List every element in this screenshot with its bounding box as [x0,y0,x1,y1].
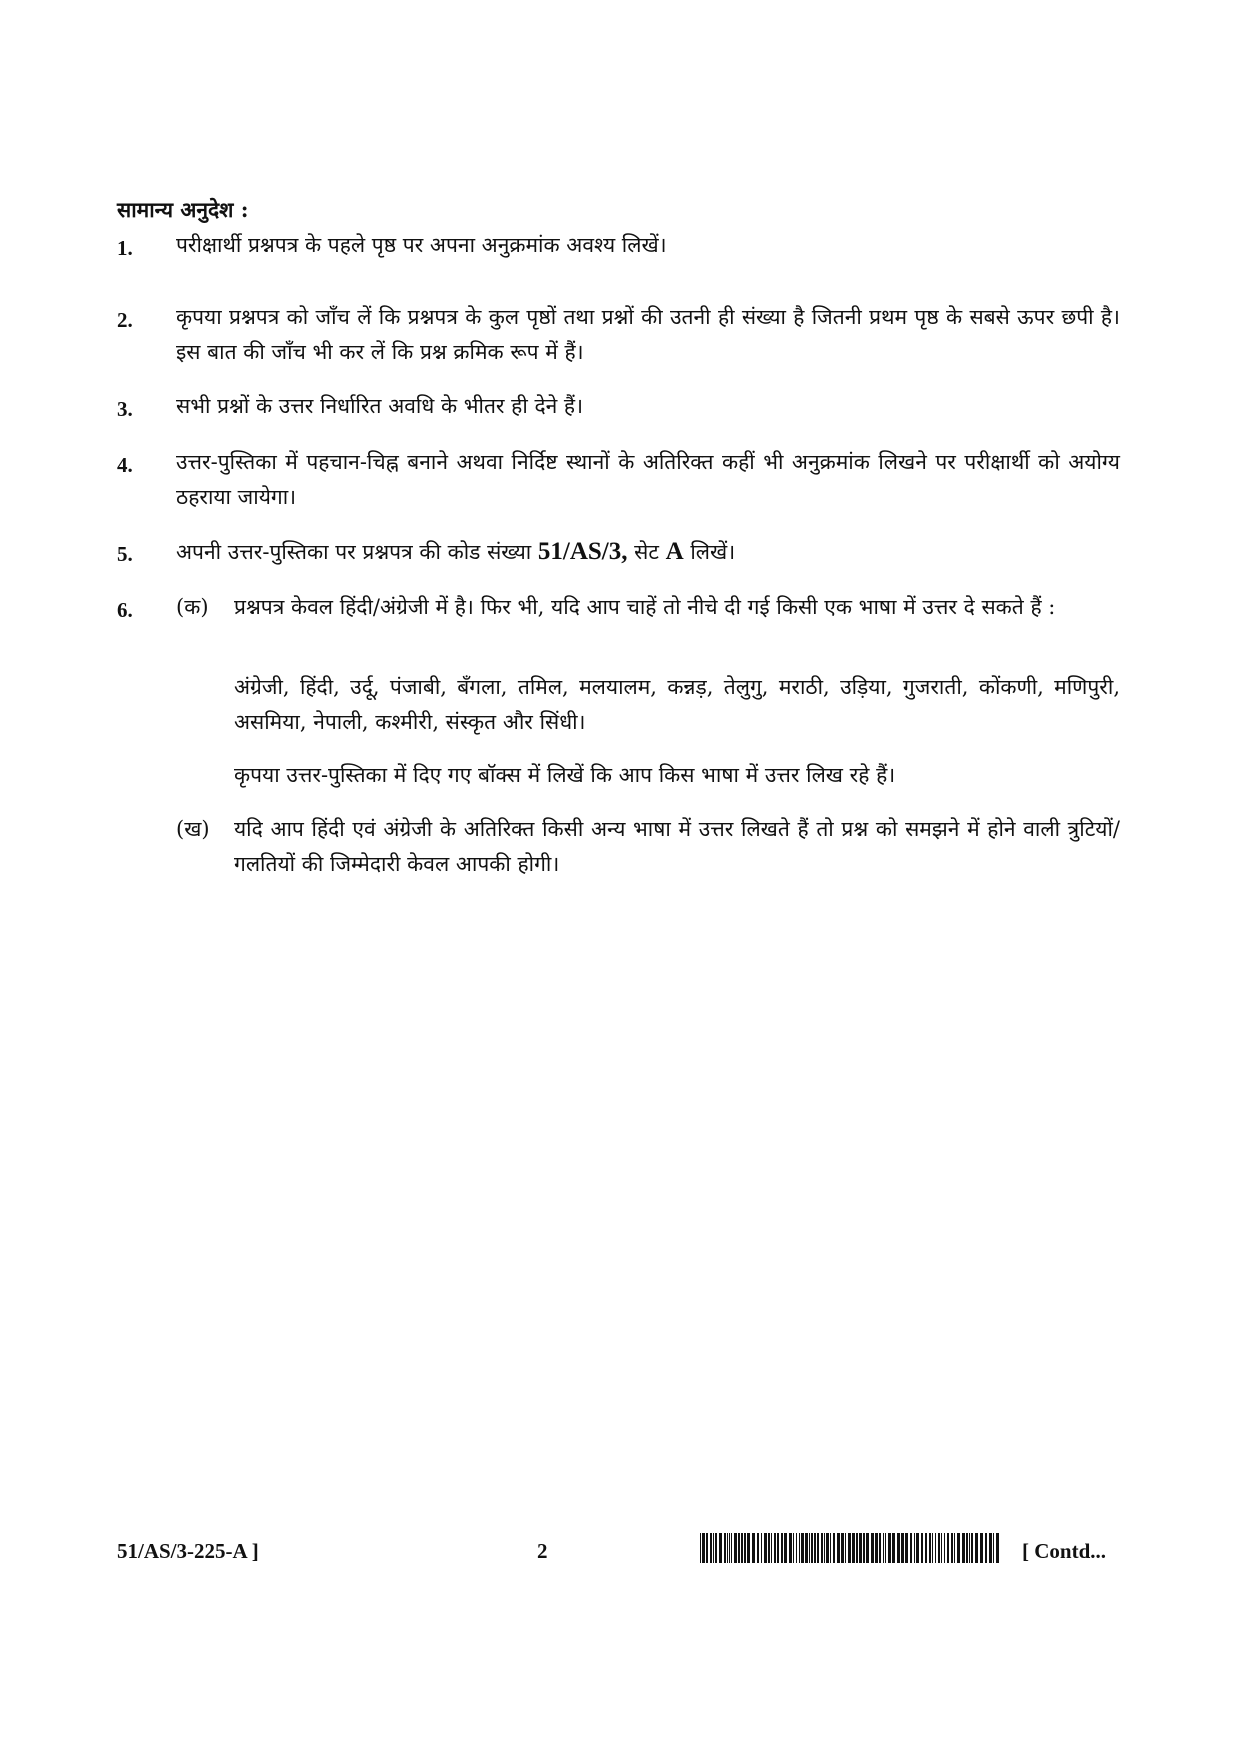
instruction-text: सभी प्रश्नों के उत्तर निर्धारित अवधि के भीतर ही देने हैं। [176,394,584,418]
instruction-3 [117,389,1120,424]
instruction-6a [176,590,1120,625]
page-number: 2 [537,1539,548,1563]
paper-set: A [665,538,684,565]
instruction-number: 6. [117,598,133,622]
sub-item-text: प्रश्नपत्र केवल हिंदी/अंग्रेजी में है। फिर भी, यदि आप चाहें तो नीचे दी गई किसी एक भाषा में उत्तर दे सकते हैं : [234,595,1056,619]
footer-continued: [ Contd... [1022,1539,1107,1563]
language-list: अंग्रेजी, हिंदी, उर्दू, पंजाबी, बँगला, तमिल, मलयालम, कन्नड़, तेलुगु, मराठी, उड़िया, गुजराती, कोंकणी, मणिपुरी, असमिया, नेपाली, कश्मीरी, संस्कृत और सिंधी। [234,675,1120,734]
instruction-text-before: अपनी उत्तर-पुस्तिका पर प्रश्नपत्र की कोड संख्या [176,540,538,564]
instruction-6b [176,812,1120,882]
instruction-text: कृपया प्रश्नपत्र को जाँच लें कि प्रश्नपत्र के कुल पृष्ठों तथा प्रश्नों की उतनी ही संख्या है जितनी प्रथम पृष्ठ के सबसे ऊपर छपी है। इस बात की जाँच भी कर लें कि प्रश्न क्रमिक रूप में हैं। [176,305,1120,364]
sub-item-mark: (ख) [176,817,210,841]
instruction-number: 5. [117,542,133,566]
instruction-1 [117,228,1120,263]
instruction-text: उत्तर-पुस्तिका में पहचान-चिह्न बनाने अथवा निर्दिष्ट स्थानों के अतिरिक्त कहीं भी अनुक्रमांक लिखने पर परीक्षार्थी को अयोग्य ठहराया जायेगा। [176,450,1120,509]
language-box-note: कृपया उत्तर-पुस्तिका में दिए गए बॉक्स में लिखें कि आप किस भाषा में उत्तर लिख रहे हैं। [234,763,896,787]
instruction-number: 4. [117,453,133,477]
instruction-2 [117,300,1120,370]
barcode-icon [700,1533,1000,1563]
instruction-4 [117,445,1120,515]
paper-code: 51/AS/3, [537,538,628,565]
instruction-text [176,534,1120,570]
instructions-heading: सामान्य अनुदेश : [117,197,249,222]
instruction-number: 3. [117,397,133,421]
sub-item-text: यदि आप हिंदी एवं अंग्रेजी के अतिरिक्त किसी अन्य भाषा में उत्तर लिखते हैं तो प्रश्न को समझने में होने वाली त्रुटियों/गलतियों की जिम्मेदारी केवल आपकी होगी। [234,817,1120,876]
footer-paper-code: 51/AS/3-225-A ] [117,1539,259,1563]
sub-item-mark: (क) [176,595,209,619]
instruction-5 [117,534,1120,570]
instruction-text-after: लिखें। [683,540,736,564]
instruction-text-middle: सेट [627,540,666,564]
instruction-text: परीक्षार्थी प्रश्नपत्र के पहले पृष्ठ पर अपना अनुक्रमांक अवश्य लिखें। [176,233,667,257]
instruction-number: 1. [117,236,133,260]
instruction-number: 2. [117,308,133,332]
